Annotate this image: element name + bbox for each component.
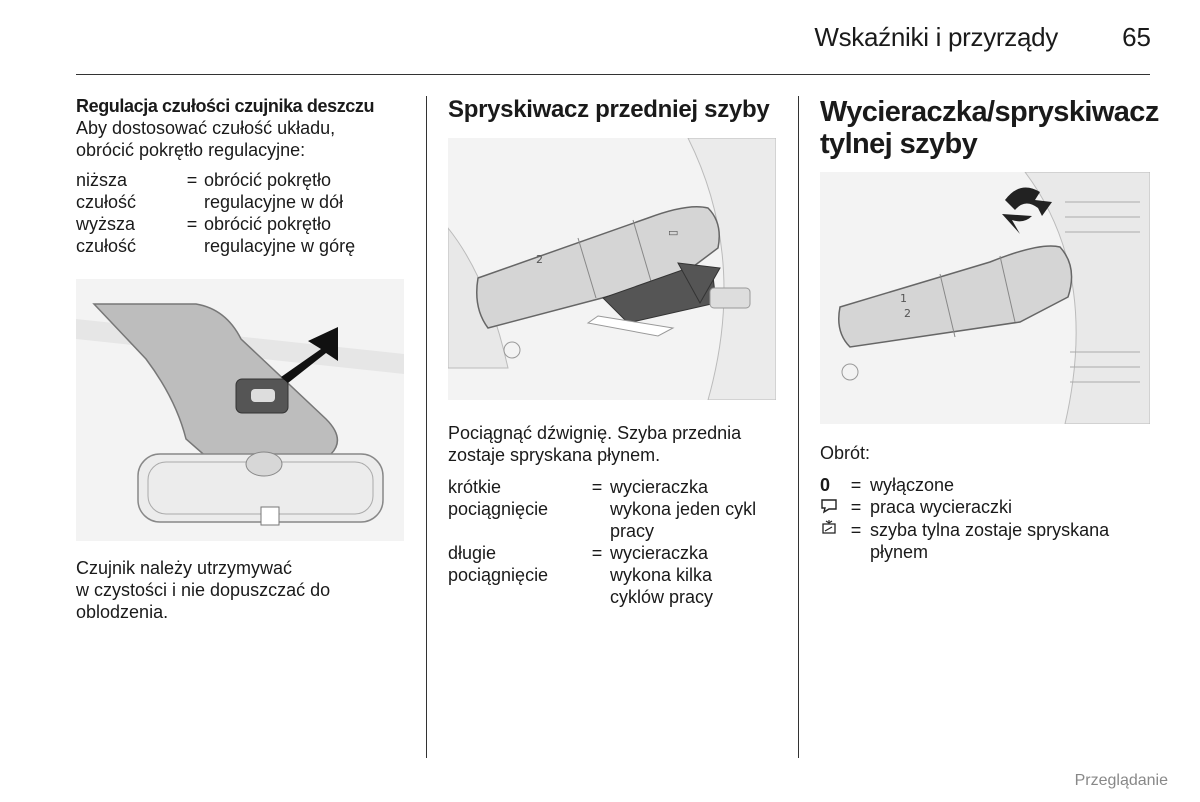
rear-wiper-illustration [820,172,1150,424]
definition-equals: = [850,520,862,540]
definition-equals: = [850,475,862,495]
definition-description: szyba tylna zostaje spryskana płynem [870,520,1110,562]
browse-link[interactable]: Przeglądanie [1074,772,1168,789]
column-divider [426,96,427,758]
rain-sensor-note [76,557,412,623]
svg-text:2: 2 [904,307,911,320]
rear-wiper-heading [820,96,1159,160]
front-washer-intro [448,422,784,466]
definition-description: wyłączone [870,475,955,495]
note-line: oblodzenia. [76,602,169,622]
definition-description: obrócić pokrętło regulacyjne w dół [204,170,344,212]
column-rain-sensor [76,96,412,623]
definition-equals: = [591,543,603,563]
rain-sensor-intro [76,117,412,161]
svg-text:▭: ▭ [668,226,679,239]
definition-equals: = [850,497,862,517]
symbol-off: 0 [820,475,831,495]
header-rule [76,74,1150,75]
rain-sensor-subheading: Regulacja czułości czujnika deszczu [76,96,375,116]
pull-definition-list [448,476,784,608]
heading-line: tylnej szyby [820,128,978,160]
svg-text:2: 2 [536,253,543,266]
intro-line: zostaje spryskana płynem. [448,445,661,465]
definition-term: wyższa czułość [76,214,137,256]
definition-description: wycieraczka wykona jeden cykl pracy [610,477,757,541]
sensitivity-definition-list [76,169,412,257]
definition-term: niższa czułość [76,170,137,212]
definition-equals: = [186,170,198,190]
rain-sensor-illustration [76,279,404,541]
svg-text:1: 1 [900,292,907,305]
definition-equals: = [591,477,603,497]
rotation-definition-list [820,474,1150,563]
definition-description: wycieraczka wykona kilka cyklów pracy [610,543,714,607]
note-line: Czujnik należy utrzymywać [76,558,293,578]
note-line: w czystości i nie dopuszczać do [76,580,331,600]
page-header-title: Wskaźniki i przyrządy [814,22,1058,52]
heading-line: Wycieraczka/spryskiwacz [820,96,1159,128]
column-rear-wiper [820,96,1159,563]
definition-description: praca wycieraczki [870,497,1013,517]
column-divider [798,96,799,758]
front-washer-heading: Spryskiwacz przedniej szyby [448,96,770,123]
column-front-washer [448,96,784,608]
page-number: 65 [1122,22,1151,52]
rear-wiper-symbol-icon [820,496,842,519]
definition-description: obrócić pokrętło regulacyjne w górę [204,214,356,256]
intro-line: obrócić pokrętło regulacyjne: [76,140,306,160]
intro-line: Pociągnąć dźwignię. Szyba przednia [448,423,742,443]
rotation-label: Obrót: [820,443,871,463]
front-washer-illustration [448,138,776,400]
definition-term: długie pociągnięcie [448,543,549,585]
definition-equals: = [186,214,198,234]
intro-line: Aby dostosować czułość układu, [76,118,336,138]
rear-washer-symbol-icon [820,519,842,563]
definition-term: krótkie pociągnięcie [448,477,549,519]
